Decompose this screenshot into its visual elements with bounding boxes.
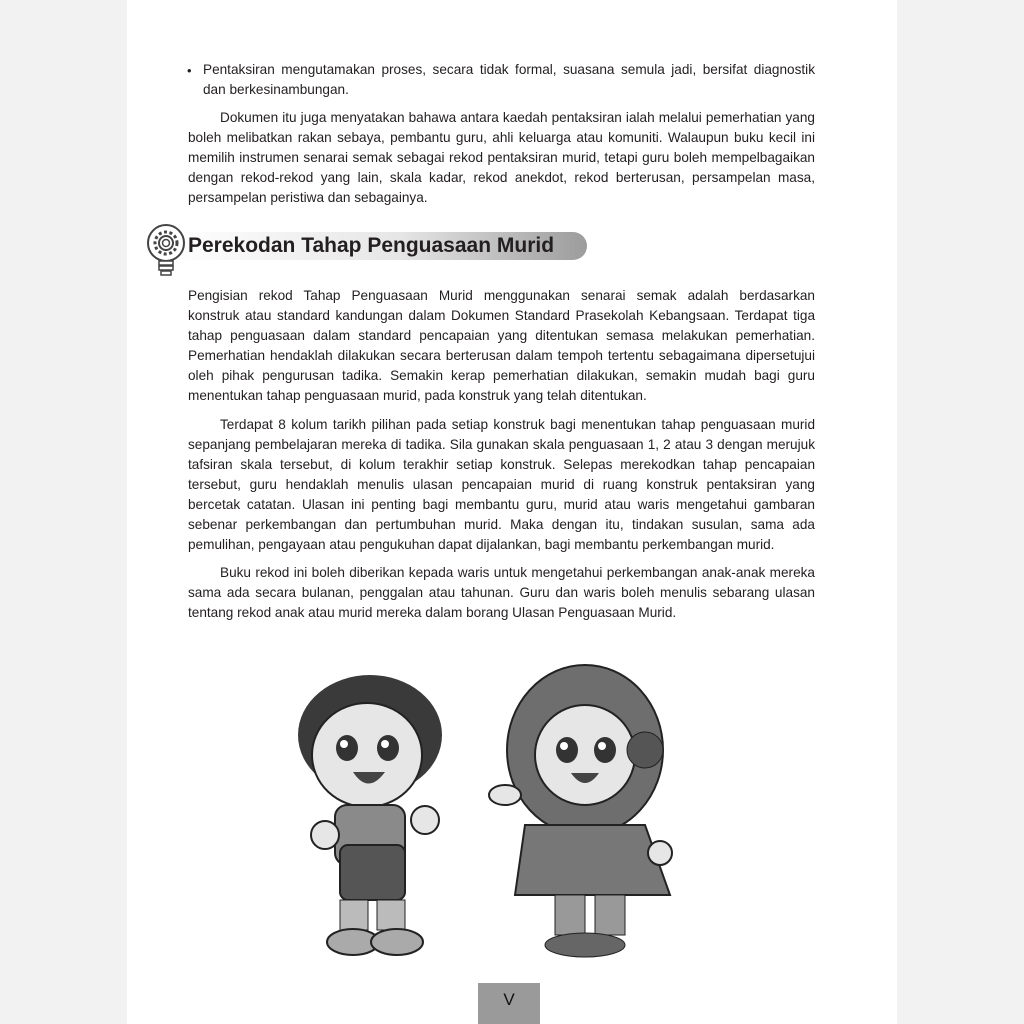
text-line: tafsiran skala tersebut, di kolum terakhir setiap konstruk. Selepas merekodkan tahap pencapaian bbox=[188, 457, 815, 472]
girl-character-illustration bbox=[485, 655, 685, 960]
text-line: bercetak catatan. Ulasan ini penting bagi membantu guru, murid atau waris mengetahui gambaran bbox=[188, 497, 815, 512]
bullet-marker: • bbox=[187, 63, 192, 78]
text-line: memilih instrumen senarai semak sebagai rekod pentaksiran murid, tetapi guru boleh mempelbagaikan bbox=[188, 150, 815, 165]
text-line: sama ada secara bulanan, penggalan atau tahunan. Guru dan waris boleh menulis sebarang ulasan bbox=[188, 585, 815, 600]
text-line: menentukan tahap penguasaan murid, pada konstruk yang telah ditentukan. bbox=[188, 388, 647, 403]
text-line: tahap penguasaan dalam standard pencapaian yang ditentukan semasa melakukan pemerhatian. bbox=[188, 328, 815, 343]
text-line: konstruk atau standard kandungan dalam Dokumen Standard Prasekolah Kebangsaan. Terdapat tiga bbox=[188, 308, 815, 323]
text-line: tentang rekod anak atau murid mereka dalam borang Ulasan Penguasaan Murid. bbox=[188, 605, 677, 620]
section-heading: Perekodan Tahap Penguasaan Murid bbox=[188, 234, 555, 257]
text-line: sebenar perkembangan dan pertumbuhan murid. Maka dengan itu, tindakan susulan, sama ada bbox=[188, 517, 815, 532]
text-line: Dokumen itu juga menyatakan bahawa antara kaedah pentaksiran ialah melalui pemerhatian yang bbox=[220, 110, 815, 125]
text-line: Terdapat 8 kolum tarikh pilihan pada setiap konstruk bagi menentukan tahap penguasaan murid bbox=[220, 417, 815, 432]
page-number: V bbox=[478, 983, 540, 1024]
boy-character-illustration bbox=[285, 660, 455, 960]
text-line: Buku rekod ini boleh diberikan kepada waris untuk mengetahui perkembangan anak-anak mereka bbox=[220, 565, 815, 580]
text-line: sepanjang pembelajaran mereka di tadika. Sila gunakan skala penguasaan 1, 2 atau 3 dengan merujuk bbox=[188, 437, 815, 452]
text-line: pemulihan, pengayaan atau pengukuhan dapat dijalankan, bagi membantu perkembangan murid. bbox=[188, 537, 775, 552]
text-line: Pentaksiran mengutamakan proses, secara tidak formal, suasana semula jadi, bersifat diagnostik bbox=[203, 62, 815, 77]
text-line: oleh pihak pengurusan tadika. Semakin kerap pemerhatian dilakukan, semakin mudah bagi guru bbox=[188, 368, 815, 383]
lightbulb-gear-icon bbox=[145, 222, 187, 280]
text-line: tersebut, guru hendaklah menulis ulasan pencapaian murid di ruang konstruk pentaksiran yang bbox=[188, 477, 815, 492]
text-line: Pemerhatian hendaklah dilakukan secara berterusan dalam tempoh tertentu sebagaimana dipersetujui bbox=[188, 348, 815, 363]
text-line: dan berkesinambungan. bbox=[203, 82, 349, 97]
text-line: Pengisian rekod Tahap Penguasaan Murid menggunakan senarai semak adalah berdasarkan bbox=[188, 288, 815, 303]
text-line: persampelan peristiwa dan sebagainya. bbox=[188, 190, 428, 205]
text-line: boleh melibatkan rakan sebaya, pembantu guru, ahli keluarga atau komuniti. Walaupun buku kecil ini bbox=[188, 130, 815, 145]
text-line: dengan rekod-rekod yang lain, skala kadar, rekod anekdot, rekod berterusan, persampelan masa, bbox=[188, 170, 815, 185]
